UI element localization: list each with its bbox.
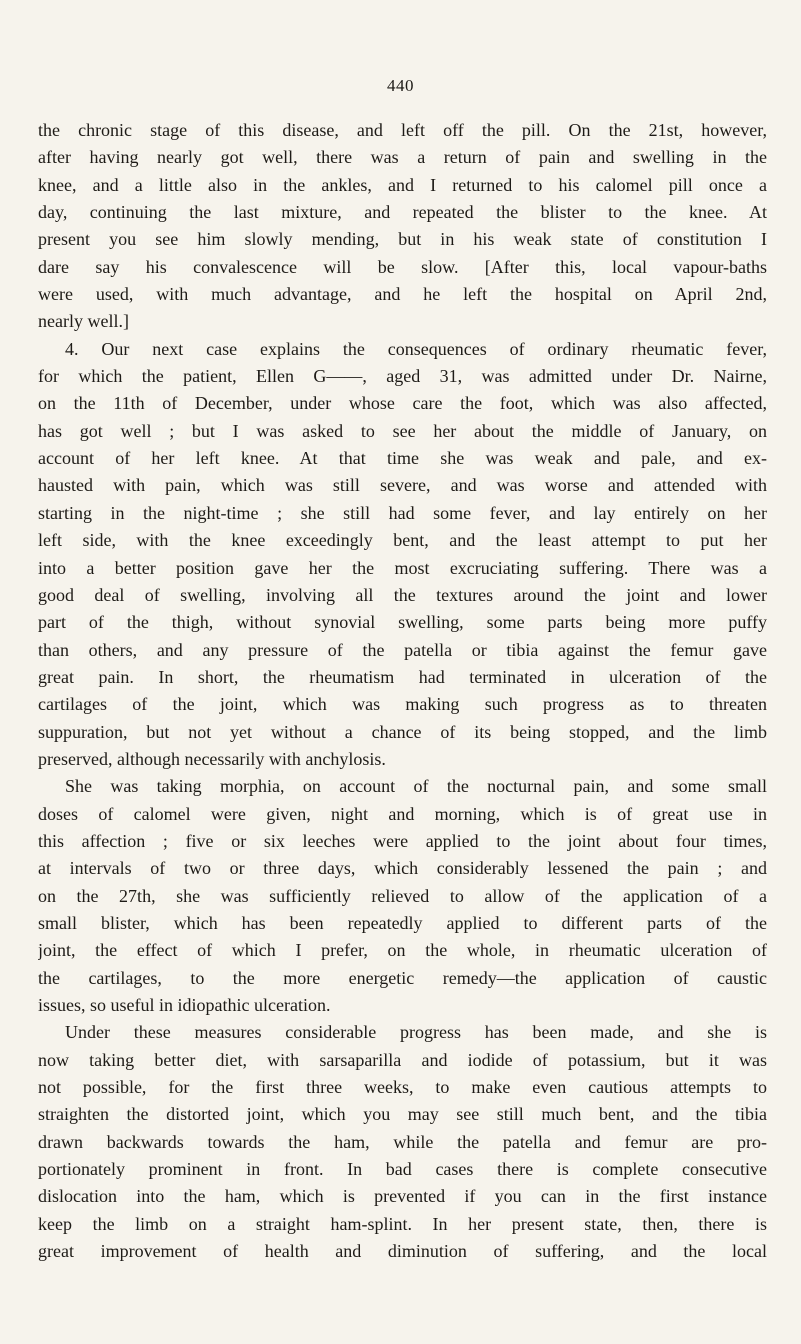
text-line: great pain. In short, the rheumatism had terminated in ulceration of the: [38, 666, 767, 687]
text-line: good deal of swelling, involving all the textures around the joint and lower: [38, 584, 767, 605]
text-line: doses of calomel were given, night and morning, which is of great use in: [38, 803, 767, 824]
text-line: day, continuing the last mixture, and repeated the blister to the knee. At: [38, 202, 767, 223]
text-line: on the 11th of December, under whose care the foot, which was also affected,: [38, 393, 767, 414]
text-line: great improvement of health and diminution of suffering, and the local: [38, 1241, 767, 1262]
text-line: preserved, although necessarily with anchylosis.: [38, 748, 386, 769]
text-line: part of the thigh, without synovial swelling, some parts being more puffy: [38, 612, 767, 633]
text-line: starting in the night-time ; she still had some fever, and lay entirely on her: [38, 502, 767, 523]
text-line: drawn backwards towards the ham, while the patella and femur are pro-: [38, 1131, 767, 1152]
text-line: were used, with much advantage, and he left the hospital on April 2nd,: [38, 284, 767, 305]
text-line: keep the limb on a straight ham-splint. In her present state, then, there is: [38, 1213, 767, 1234]
text-line: hausted with pain, which was still severe, and was worse and attended with: [38, 475, 767, 496]
text-line: the chronic stage of this disease, and left off the pill. On the 21st, however,: [38, 120, 767, 140]
text-line: present you see him slowly mending, but in his weak state of constitution I: [38, 229, 767, 250]
text-line: the cartilages, to the more energetic remedy—the application of caustic: [38, 967, 767, 988]
text-line: at intervals of two or three days, which considerably lessened the pain ; and: [38, 858, 767, 879]
text-line: straighten the distorted joint, which you may see still much bent, and the tibia: [38, 1104, 767, 1125]
text-line: has got well ; but I was asked to see her about the middle of January, on: [38, 420, 767, 441]
text-line: now taking better diet, with sarsaparilla and iodide of potassium, but it was: [38, 1049, 767, 1070]
text-line: account of her left knee. At that time she was weak and pale, and ex-: [38, 448, 767, 469]
text-line: knee, and a little also in the ankles, and I returned to his calomel pill once a: [38, 174, 767, 195]
text-line: left side, with the knee exceedingly bent, and the least attempt to put her: [38, 530, 767, 551]
text-line: not possible, for the first three weeks, to make even cautious attempts to: [38, 1077, 767, 1098]
text-line: joint, the effect of which I prefer, on the whole, in rheumatic ulceration of: [38, 940, 767, 961]
text-line: dare say his convalescence will be slow. [After this, local vapour-baths: [38, 256, 767, 277]
text-line: portionately prominent in front. In bad cases there is complete consecutive: [38, 1159, 767, 1180]
text-line: 4. Our next case explains the consequences of ordinary rheumatic fever,: [65, 338, 767, 359]
text-line: issues, so useful in idiopathic ulceration.: [38, 995, 331, 1015]
text-line: than others, and any pressure of the patella or tibia against the femur gave: [38, 639, 767, 660]
text-line: small blister, which has been repeatedly applied to different parts of the: [38, 912, 767, 933]
text-line: this affection ; five or six leeches were applied to the joint about four times,: [38, 830, 767, 851]
text-line: for which the patient, Ellen G——, aged 31, was admitted under Dr. Nairne,: [38, 366, 767, 387]
text-line: cartilages of the joint, which was making such progress as to threaten: [38, 694, 767, 715]
text-line: Under these measures considerable progress has been made, and she is: [65, 1022, 767, 1043]
text-line: nearly well.]: [38, 311, 129, 332]
text-line: She was taking morphia, on account of the nocturnal pain, and some small: [65, 776, 767, 797]
body-text: [38, 117, 767, 1265]
text-line: on the 27th, she was sufficiently relieved to allow of the application of a: [38, 885, 767, 906]
text-line: dislocation into the ham, which is prevented if you can in the first instance: [38, 1186, 767, 1207]
text-line: suppuration, but not yet without a chance of its being stopped, and the limb: [38, 721, 767, 742]
page-number: 440: [387, 76, 414, 95]
text-line: after having nearly got well, there was a return of pain and swelling in the: [38, 147, 767, 168]
text-line: into a better position gave her the most excruciating suffering. There was a: [38, 557, 767, 578]
